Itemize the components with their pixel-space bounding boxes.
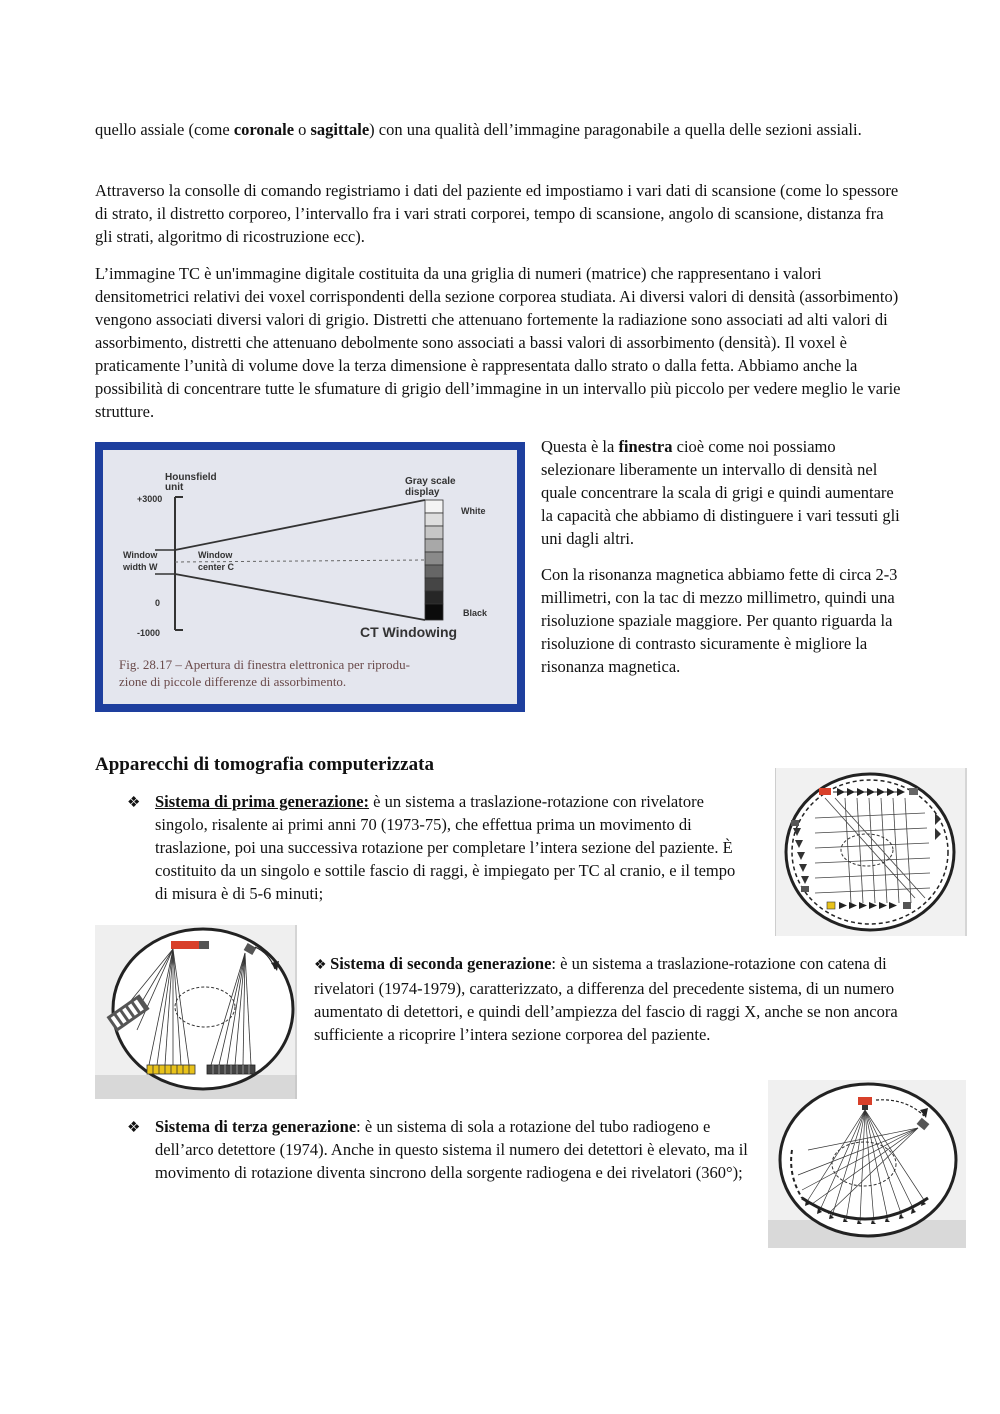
gen3-scanner-figure bbox=[768, 1080, 966, 1248]
label-minus1000: -1000 bbox=[137, 628, 161, 638]
paragraph-2: Attraverso la consolle di comando registriamo i dati del paziente ed impostiamo i vari dati di scansione (come lo spessore di strato, il distretto corporeo, l’intervallo fra i vari strati corporei, tempo di scansione, angolo di scansione, distanza fra gli strati, algoritmo di ricostruzione ecc). bbox=[95, 181, 899, 246]
paragraph-1: quello assiale (come coronale o sagittale) con una qualità dell’immagine paragonabile a quella delle sezioni assiali. bbox=[95, 120, 862, 139]
window-description: Questa è la finestra cioè come noi possiamo selezionare liberamente un intervallo di densità nel quale concentrare la scala di grigi e quindi aumentare la capacità che abbiamo di distinguere i vari tessuti gli uni dagli altri. bbox=[541, 437, 900, 548]
label-zero: 0 bbox=[155, 598, 161, 608]
label-window: Window bbox=[123, 550, 158, 560]
ct-windowing-figure bbox=[95, 442, 525, 712]
label-black: Black bbox=[463, 608, 488, 618]
gen2-text: ❖ Sistema di seconda generazione: è un sistema a traslazione-rotazione con catena di rivelatori (1974-1979), caratterizzato, a differenza del precedente sistema, di un numero aumentato di detettori, e quindi dell’ampiezza del fascio di raggi X, anche se non ancora sufficiente a ricoprire l’intera sezione corporea del paziente. bbox=[314, 954, 898, 1044]
gen3-text: Sistema di terza generazione: è un sistema di sola a rotazione del tubo radiogeno e dell’arco detettore (1974). Anche in questo sistema il numero dei detettori è elevato, ma il movimento di rotazione diventa sincrono della sorgente radiogena e dei rivelatori (360°); bbox=[155, 1117, 748, 1182]
bullet-diamond-icon: ❖ bbox=[314, 958, 331, 973]
gen1-scanner-figure bbox=[775, 768, 967, 936]
label-plus3000: +3000 bbox=[137, 494, 163, 504]
bullet-diamond-icon: ❖ bbox=[127, 1120, 141, 1136]
label-center-c: center C bbox=[198, 562, 235, 572]
figure-caption-line2: zione di piccole differenze di assorbimento. bbox=[119, 674, 347, 689]
label-ct-windowing: CT Windowing bbox=[360, 624, 458, 640]
gen1-text: Sistema di prima generazione: è un sistema a traslazione-rotazione con rivelatore singolo, risalente ai primi anni 70 (1973-75), che effettua prima un movimento di traslazione, poi una successiva rotazione per completare l’intera sezione del paziente. È costituito da un singolo e sottile fascio di raggi, è impiegato per TC al cranio, e il tempo di misura è di 5-6 minuti; bbox=[155, 792, 736, 903]
label-white: White bbox=[461, 506, 486, 516]
label-hounsfield: Hounsfield bbox=[165, 472, 217, 483]
paragraph-3: L’immagine TC è un'immagine digitale costituita da una griglia di numeri (matrice) che rappresentano i valori densitometrici relativi dei voxel corrispondenti della sezione corporea studiata. Ai diversi valori di densità (assorbimento) vengono associati diversi valori di grigio. Distretti che attenuano fortemente la radiazione sono associati ad alti valori di assorbimento, distretti che attenuano debolmente sono associati a bassi valori di assorbimento (densità). Il voxel è praticamente l’unità di volume dove la terza dimensione è rappresentata dallo strato o dalla fetta. Abbiamo anche la possibilità di concentrare tutte le sfumature di grigio dell’immagine in un intervallo più piccolo per vedere meglio le varie strutture. bbox=[95, 264, 901, 421]
section-heading: Apparecchi di tomografia computerizzata bbox=[95, 754, 434, 775]
label-window-2: Window bbox=[198, 550, 233, 560]
label-width-w: width W bbox=[123, 562, 158, 572]
gen2-scanner-figure bbox=[95, 925, 297, 1099]
label-unit: unit bbox=[165, 482, 184, 493]
figure-caption-line1: Fig. 28.17 – Apertura di finestra elettronica per riprodu- bbox=[119, 657, 410, 672]
label-display: display bbox=[405, 487, 440, 498]
label-gray-scale: Gray scale bbox=[405, 476, 456, 487]
mri-comparison-text: Con la risonanza magnetica abbiamo fette di circa 2-3 millimetri, con la tac di mezzo millimetro, quindi una risoluzione spaziale maggiore. Per quanto riguarda la risoluzione di contrasto sicuramente è migliore la risonanza magnetica. bbox=[541, 565, 898, 676]
bullet-diamond-icon: ❖ bbox=[127, 795, 141, 811]
